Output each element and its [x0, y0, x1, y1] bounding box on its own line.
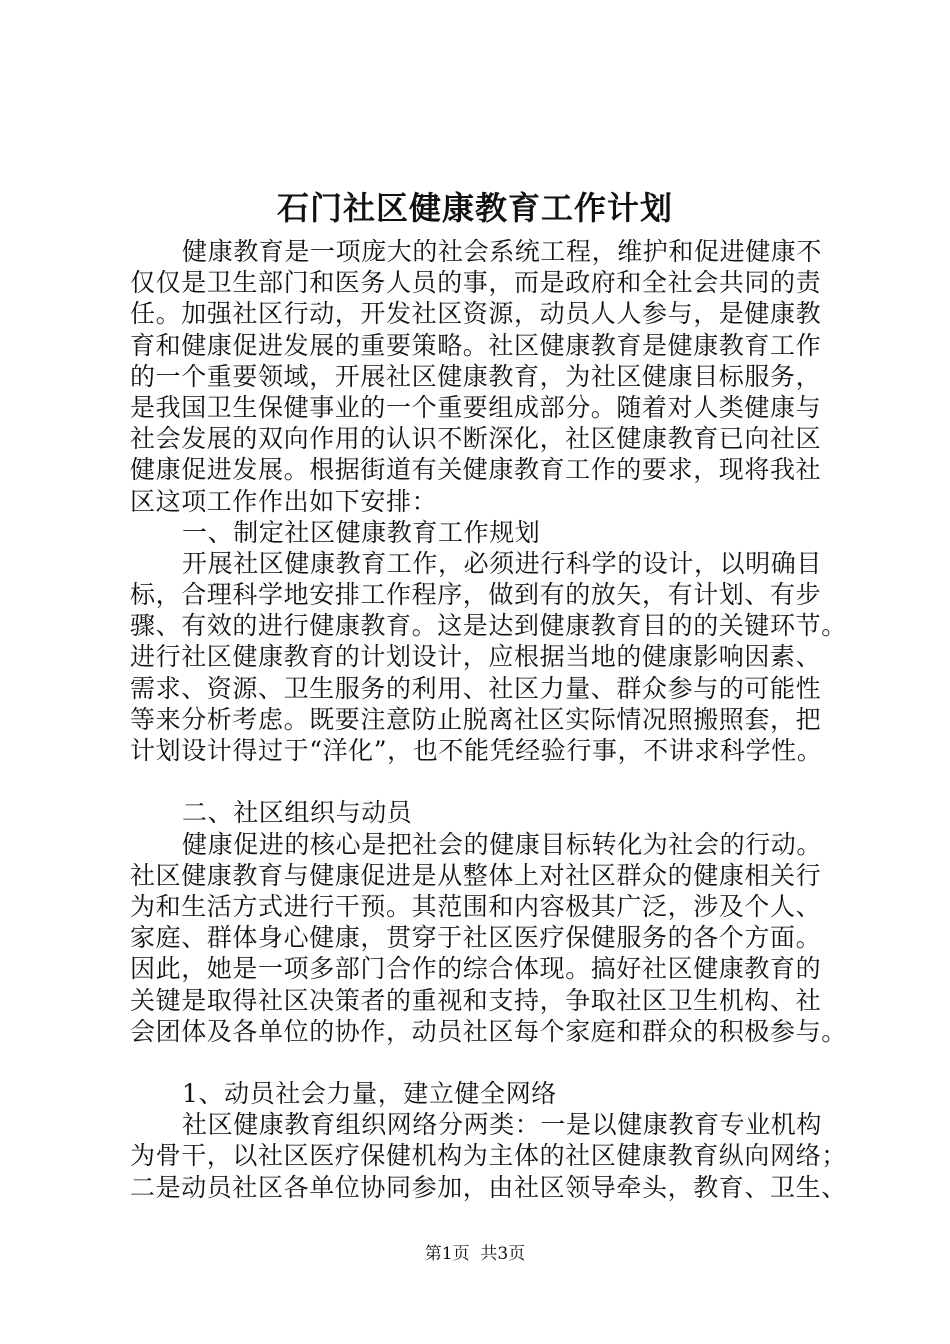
paragraph-line: 健康教育是一项庞大的社会系统工程，维护和促进健康不	[182, 237, 823, 266]
blank-line	[130, 1047, 850, 1078]
subsection-heading: 1、动员社会力量，建立健全网络	[182, 1079, 557, 1109]
page-footer: 第1页 共3页	[424, 1244, 526, 1264]
paragraph-line: 社区健康教育组织网络分两类：一是以健康教育专业机构	[182, 1110, 823, 1140]
paragraph-line: 是我国卫生保健事业的一个重要组成部分。随着对人类健康与	[130, 392, 822, 422]
paragraph-line: 健康促进发展。根据街道有关健康教育工作的要求，现将我社	[130, 455, 822, 485]
section-heading: 二、社区组织与动员	[182, 798, 413, 828]
paragraph-line: 社会发展的双向作用的认识不断深化，社区健康教育已向社区	[130, 424, 822, 454]
section-heading: 一、制定社区健康教育工作规划	[182, 517, 541, 547]
paragraph-line: 任。加强社区行动，开发社区资源，动员人人参与，是健康教	[130, 299, 822, 329]
paragraph-line: 骤、有效的进行健康教育。这是达到健康教育目的的关键环节。	[130, 611, 847, 641]
paragraph-line: 因此，她是一项多部门合作的综合体现。搞好社区健康教育的	[130, 954, 822, 984]
blank-line	[130, 766, 850, 797]
paragraph-line: 育和健康促进发展的重要策略。社区健康教育是健康教育工作	[130, 330, 822, 360]
paragraph-line: 家庭、群体身心健康，贯穿于社区医疗保健服务的各个方面。	[130, 923, 822, 953]
document-title: 石门社区健康教育工作计划	[276, 189, 673, 227]
paragraph-line: 仅仅是卫生部门和医务人员的事，而是政府和全社会共同的责	[130, 268, 822, 298]
paragraph-line: 关键是取得社区决策者的重视和支持，争取社区卫生机构、社	[130, 985, 822, 1015]
paragraph-line: 为和生活方式进行干预。其范围和内容极其广泛，涉及个人、	[130, 891, 822, 921]
paragraph-line: 开展社区健康教育工作，必须进行科学的设计，以明确目	[182, 548, 823, 578]
paragraph-line: 的一个重要领域，开展社区健康教育，为社区健康目标服务，	[130, 361, 822, 391]
document-body	[130, 236, 850, 1203]
paragraph-line: 二是动员社区各单位协同参加，由社区领导牵头，教育、卫生、	[130, 1172, 847, 1202]
paragraph-line: 健康促进的核心是把社会的健康目标转化为社会的行动。	[182, 829, 823, 859]
paragraph-line: 为骨干，以社区医疗保健机构为主体的社区健康教育纵向网络；	[130, 1141, 847, 1171]
paragraph-line: 计划设计得过于“洋化”，也不能凭经验行事，不讲求科学性。	[130, 736, 823, 765]
paragraph-line: 社区健康教育与健康促进是从整体上对社区群众的健康相关行	[130, 860, 822, 890]
paragraph-line: 区这项工作作出如下安排：	[130, 486, 438, 516]
paragraph-line: 等来分析考虑。既要注意防止脱离社区实际情况照搬照套，把	[130, 704, 822, 734]
paragraph-line: 会团体及各单位的协作，动员社区每个家庭和群众的积极参与。	[130, 1016, 847, 1046]
paragraph-line: 标，合理科学地安排工作程序，做到有的放矢，有计划、有步	[130, 580, 822, 610]
paragraph-line: 进行社区健康教育的计划设计，应根据当地的健康影响因素、	[130, 642, 822, 672]
paragraph-line: 需求、资源、卫生服务的利用、社区力量、群众参与的可能性	[130, 673, 822, 703]
